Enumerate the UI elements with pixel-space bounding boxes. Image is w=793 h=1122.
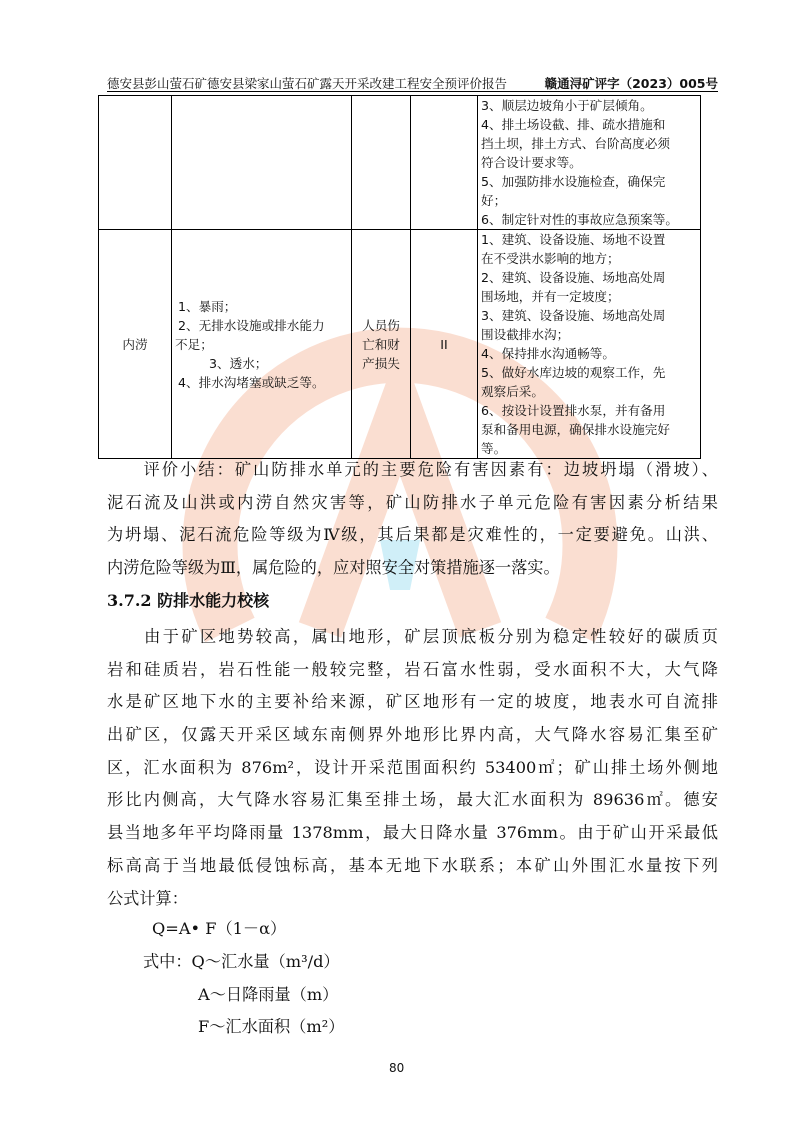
hazard-cell: [99, 96, 172, 230]
text-line: 3、建筑、设备设施、场地高处周: [481, 308, 666, 323]
cause-cell: [172, 230, 352, 459]
text-line: 泥石流及山洪或内涝自然灾害等，矿山防排水子单元危险有害因素分析结果: [107, 492, 718, 512]
measures-cell: [478, 230, 701, 459]
text-line: 1、建筑、设备设施、场地不设置: [481, 232, 666, 247]
text-line: 围场地，并有一定坡度；: [481, 289, 620, 304]
measures-cell: [478, 96, 701, 230]
text-line: 符合设计要求等。: [481, 155, 582, 170]
formula-where-f: F～汇水面积（m²）: [198, 1017, 345, 1036]
text-line: 亡和财: [362, 336, 400, 352]
text-line: 由于矿区地势较高，属山地形，矿层顶底板分别为稳定性较好的碳质页: [107, 627, 718, 646]
text-line: 挡土坝，排土方式、台阶高度必须: [481, 136, 670, 151]
text-line: 观察后采。: [481, 384, 544, 399]
text-line: 县当地多年平均降雨量 1378mm，最大日降水量 376mm。由于矿山开采最低: [107, 823, 718, 843]
text-line: 出矿区，仅露天开采区域东南侧界外地形比界内高，大气降水容易汇集至矿: [107, 725, 718, 745]
section-heading: 3.7.2 防排水能力校核: [107, 591, 270, 610]
text-line: 为坍塌、泥石流危险等级为Ⅳ级，其后果都是灾难性的，一定要避免。山洪、: [107, 525, 718, 545]
text-line: 5、加强防排水设施检查，确保完: [481, 174, 666, 189]
text-line: 围设截排水沟；: [481, 327, 570, 342]
formula-where-q: 式中：Q～汇水量（m³/d）: [143, 952, 340, 971]
text-line: 4、排土场设截、排、疏水措施和: [481, 117, 666, 132]
text-line: 形比内侧高，大气降水容易汇集至排土场，最大汇水面积为 89636㎡。德安: [107, 790, 718, 810]
text-line: 3、顺层边坡角小于矿层倾角。: [481, 98, 653, 113]
consequence-cell: [352, 96, 411, 230]
text-line: 公式计算：: [107, 888, 188, 908]
text-line: 评价小结：矿山防排水单元的主要危险有害因素有：边坡坍塌（滑坡）、: [107, 460, 718, 479]
body-paragraph: [107, 621, 718, 915]
hazard-table: [98, 95, 701, 459]
text-line: 4、排水沟堵塞或缺乏等。: [178, 374, 325, 390]
text-line: 3、透水；: [209, 355, 268, 371]
header-title: 德安县彭山萤石矿德安县梁家山萤石矿露天开采改建工程安全预评价报告: [107, 76, 508, 91]
hazard-cell: 内涝: [99, 230, 172, 459]
text-line: 不足；: [175, 336, 213, 352]
text-line: 2、无排水设施或排水能力: [178, 317, 325, 333]
cause-cell: [172, 96, 352, 230]
text-line: 在不受洪水影响的地方；: [481, 251, 620, 266]
level-cell: [411, 96, 478, 230]
text-line: 5、做好水库边坡的观察工作，先: [481, 365, 666, 380]
text-line: 内涝危险等级为Ⅲ，属危险的，应对照安全对策措施逐一落实。: [107, 558, 560, 578]
text-line: 4、保持排水沟通畅等。: [481, 346, 615, 361]
consequence-cell: [352, 230, 411, 459]
text-line: 等。: [481, 441, 507, 456]
text-line: 区，汇水面积为 876m²，设计开采范围面积约 53400㎡；矿山排土场外侧地: [107, 757, 718, 777]
text-line: 6、制定针对性的事故应急预案等。: [481, 212, 678, 227]
page-header: [107, 74, 718, 92]
table-row: [99, 230, 701, 459]
formula-equation: Q=A• F（1－α）: [152, 919, 287, 938]
text-line: 2、建筑、设备设施、场地高处周: [481, 270, 666, 285]
formula-where-a: A～日降雨量（m）: [198, 985, 339, 1004]
summary-paragraph: [107, 454, 718, 585]
text-line: 人员伤: [362, 317, 400, 333]
text-line: 水是矿区地下水的主要补给来源，矿区地形有一定的坡度，地表水可自流排: [107, 692, 718, 712]
page-number: 80: [389, 1061, 405, 1075]
level-cell: II: [411, 230, 478, 459]
text-line: 产损失: [362, 355, 400, 371]
text-line: 标高高于当地最低侵蚀标高，基本无地下水联系；本矿山外围汇水量按下列: [107, 855, 718, 875]
text-line: 岩和硅质岩，岩石性能一般较完整，岩石富水性弱，受水面积不大，大气降: [107, 659, 718, 679]
text-line: 好；: [481, 193, 507, 208]
table-row: [99, 96, 701, 230]
header-doc-number: 赣通浔矿评字（2023）005号: [544, 76, 718, 91]
text-line: 6、按设计设置排水泵，并有备用: [481, 403, 666, 418]
text-line: 1、暴雨；: [178, 298, 237, 314]
text-line: 泵和备用电源，确保排水设施完好: [481, 422, 670, 437]
